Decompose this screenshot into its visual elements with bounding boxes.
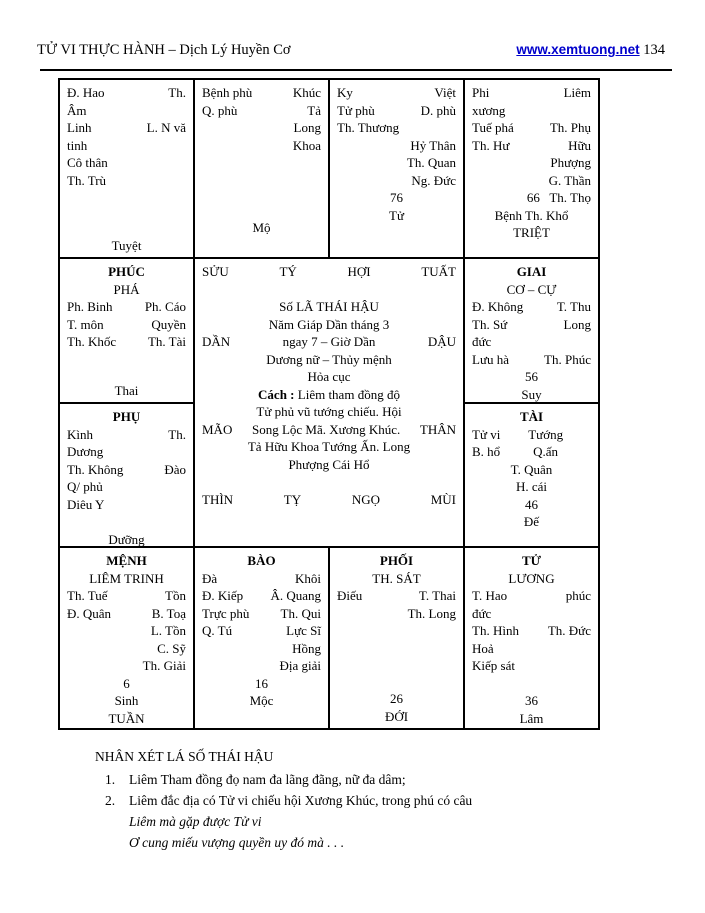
cell-phuc: PHÚC PHÁ Ph. Binh Ph. Cáo T. môn Quyền Th. Khốc Th. Tài Thai	[59, 258, 194, 403]
quote-line: Liêm mà gặp được Tử vi	[129, 814, 262, 829]
cell-tai: TÀI Tử vi Tướng B. hổ Q.ấn T. Quân H. cái 46 Đế	[464, 403, 599, 547]
cell-top-4: Phi Liêm xương Tuế phá Th. Phụ Th. Hư Hữu Phượng G. Thần 66 Th. Thọ Bệnh Th. Khổ TRIỆT	[464, 79, 599, 258]
cell-tu: TỬ LƯƠNG T. Hao phúc đức Th. Hình Th. Đức Hoả Kiếp sát 36 Lâm	[464, 547, 599, 729]
tuvi-chart	[58, 78, 600, 730]
notes-heading: NHÂN XÉT LÁ SỐ THÁI HẬU	[95, 749, 274, 764]
notes-section	[95, 746, 640, 853]
cell-phoi: PHỐI TH. SÁT Điếu T. Thai Th. Long 26 ĐỚI	[329, 547, 464, 729]
note-number: 2.	[105, 793, 116, 808]
note-text: Liêm đắc địa có Tử vi chiếu hội Xương Khúc, trong phú có câu	[129, 793, 473, 808]
cell-bao: BÀO Đà Khôi Đ. Kiếp Â. Quang Trực phù Th. Qui Q. Tú Lực Sĩ Hồng Địa giải 16 Mộc	[194, 547, 329, 729]
cell-phu: PHỤ Kình Th. Dương Th. Không Đào Q/ phủ Diêu Y Dưỡng	[59, 403, 194, 547]
cell-giai: GIAI CƠ – CỰ Đ. Không T. Thu Th. Sứ Long đức Lưu hà Th. Phúc 56 Suy	[464, 258, 599, 403]
page-number: 134	[639, 42, 665, 58]
note-item	[105, 790, 640, 811]
note-item	[105, 769, 640, 790]
cell-top-2: Bệnh phù Khúc Q. phù Tả Long Khoa Mộ	[194, 79, 329, 258]
header-right	[516, 42, 665, 59]
note-number: 1.	[105, 772, 116, 787]
cell-menh: MỆNH LIÊM TRINH Th. Tuế Tồn Đ. Quân B. Toạ L. Tồn C. Sỹ Th. Giải 6 Sinh TUẦN	[59, 547, 194, 729]
website-link[interactable]: www.xemtuong.net	[516, 42, 640, 57]
cell-top-1: Đ. Hao Th. Âm Linh L. N vă tinh Cô thân Th. Trù Tuyệt	[59, 79, 194, 258]
doc-title: TỬ VI THỰC HÀNH – Dịch Lý Huyền Cơ	[37, 42, 291, 58]
header-rule	[40, 69, 672, 71]
note-text: Liêm Tham đồng đọ nam đa lãng đãng, nữ đa dâm;	[129, 772, 406, 787]
page-header	[37, 42, 665, 59]
center-panel: SỬU TÝ HỢI TUẤT Số LÃ THÁI HẬU Năm Giáp Dần tháng 3 DẦN ngay 7 – Giờ Dần DẬU Dương nữ – Thủy mệnh Hỏa cục Cách : Liêm tham đồng độ Tử phủ vũ tướng chiếu. Hội MÃO Song Lộc Mã. Xương Khúc. THÂN Tả Hữu Khoa Tướng Ấn. Long Phượng Cái Hổ THÌN TỴ NGỌ MÙI	[194, 258, 464, 547]
cell-top-3: Ky Việt Tử phù D. phù Th. Thương Hỷ Thân Th. Quan Ng. Đức 76 Tử	[329, 79, 464, 258]
quote-line: Ơ cung miếu vượng quyền uy đó mà . . .	[129, 835, 345, 850]
